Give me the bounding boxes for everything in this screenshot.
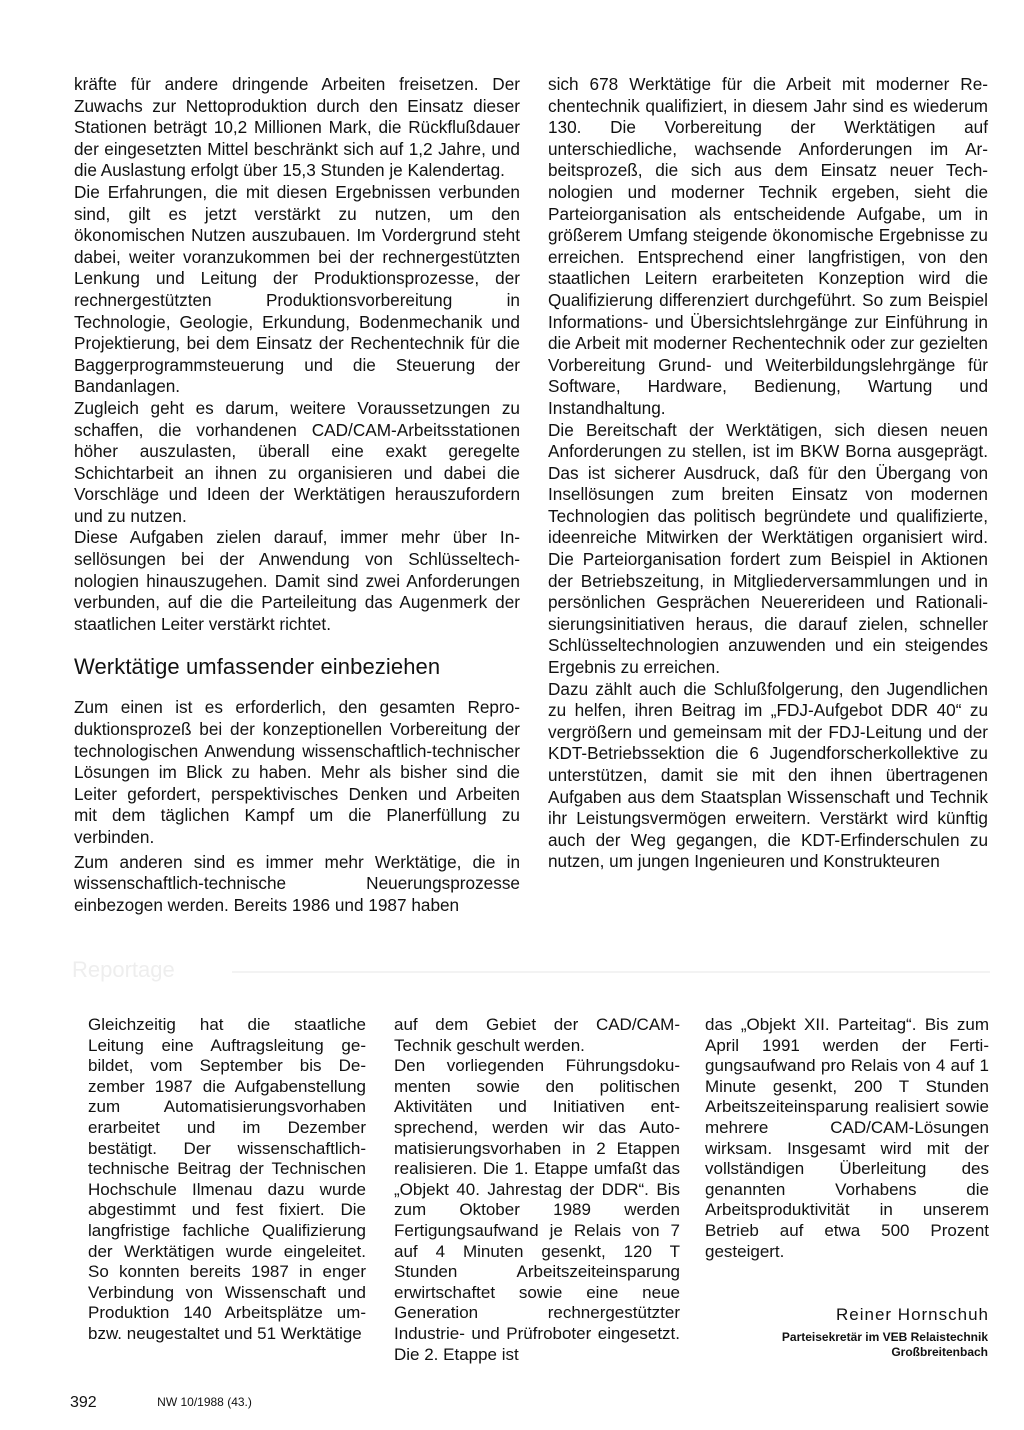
paragraph: das „Objekt XII. Parteitag“. Bis zum April 1991 werden der Fertigungsaufwand pro Relais von 4 auf 1 Minute gesenkt, 200 T Stunden Arbeitszeiteinsparung realisiert sowie mehrere CAD/CAM-Lösungen wirksam. Insgesamt wird mit der vollständigen Überleitung des genannten Vorhabens die Arbeitsproduktivität in unserem Betrieb auf etwa 500 Prozent gesteigert. bbox=[705, 1015, 989, 1261]
paragraph: Zum anderen sind es immer mehr Werktätige, die in wissenschaftlich-technische Neuerungsprozesse einbezogen werden. Bereits 1986 und 1987 haben bbox=[74, 851, 520, 915]
article-left-column bbox=[74, 74, 520, 916]
page-number: 392 bbox=[70, 1394, 97, 1411]
article-right-column bbox=[548, 74, 988, 873]
paragraph: Die Bereitschaft der Werktätigen, sich diesen neuen Anforderungen zu stellen, ist im BKW Borna ausgeprägt. Das ist sicherer Ausdruck, daß für den Übergang von Insellösungen zum breiten Einsatz von modernen Technologien das politisch begründete und qualifizierte, ideenreiche Mitwirken der Werktätigen organisiert wird. Die Parteiorganisation fordert zum Beispiel in Aktionen der Betriebszeitung, in Mitgliederversammlungen und in persönlichen Gesprächen Neuererideen und Rationalisierungsinitiativen heraus, die darauf zielen, schneller Schlüsseltechnologien anzuwenden und ein steigendes Ergebnis zu erreichen. bbox=[548, 419, 988, 678]
bottom-column-3 bbox=[705, 1015, 989, 1262]
paragraph: auf dem Gebiet der CAD/CAM-Technik geschult werden. bbox=[394, 1015, 680, 1055]
bottom-column-2 bbox=[394, 1015, 680, 1365]
paragraph: Gleichzeitig hat die staatliche Leitung eine Auftragsleitung gebildet, vom September bis Dezember 1987 die Aufgabenstellung zum Automatisierungsvorhaben erarbeitet und im Dezember bestätigt. Der wissenschaftlich-technische Beitrag der Technischen Hochschule Ilmenau dazu wurde abgestimmt und fest fixiert. Die langfristige fachliche Qualifizierung der Werktätigen wurde eingeleitet. So konnten bereits 1987 in enger Verbindung von Wissenschaft und Produktion 140 Arbeitsplätze um- bzw. neugestaltet und 51 Werktätige bbox=[88, 1015, 366, 1343]
paragraph: Dazu zählt auch die Schlußfolgerung, den Jugendlichen zu helfen, ihren Beitrag im „FDJ-Aufgebot DDR 40“ zu vergrößern und gemeinsam mit der FDJ-Leitung und der KDT-Betriebssektion die 6 Jugendforscherkollektive zu unterstützen, damit sie mit den ihnen übertragenen Aufgaben aus dem Staatsplan Wissenschaft und Technik ihr Leistungsvermögen erweitern. Verstärkt wird künftig auch der Weg gegangen, die KDT-Erfinderschulen zu nutzen, um jungen Ingenieuren und Konstrukteuren bbox=[548, 678, 988, 872]
paragraph: Diese Aufgaben zielen darauf, immer mehr über Insellösungen bei der Anwendung von Schlüsseltechnologien hinauszugehen. Damit sind zwei Anforderungen verbunden, auf die die Parteileitung das Augenmerk der staatlichen Leiter verstärkt richtet. bbox=[74, 527, 520, 634]
page-footer bbox=[70, 1394, 252, 1412]
paragraph: Zum einen ist es erforderlich, den gesamten Reproduktionsprozeß bei der konzeptionellen Vorbereitung der technologischen Anwendung wissenschaftlich-technischer Lösungen im Blick zu haben. Mehr als bisher sind die Leiter gefordert, perspektivisches Denken und Arbeiten mit dem täglichen Kampf um die Planerfüllung zu verbinden. bbox=[74, 697, 520, 847]
affiliation-line: Parteisekretär im VEB Relaistechnik bbox=[781, 1330, 988, 1344]
section-divider-band bbox=[72, 957, 990, 983]
faded-section-label: Reportage bbox=[72, 957, 175, 982]
affiliation-line: Großbreitenbach bbox=[891, 1345, 988, 1359]
paragraph: sich 678 Werktätige für die Arbeit mit moderner Rechentechnik qualifiziert, in diesem Jahr sind es wiederum 130. Die Vorbereitung der Werktätigen auf unterschiedliche, wachsende Anforderungen im Arbeitsprozeß, die sich aus dem Einsatz neuer Technologien und moderner Technik ergeben, sieht die Parteiorganisation als entscheidende Aufgabe, um in größerem Umfang steigende ökonomische Ergebnisse zu erreichen. Entsprechend einer langfristigen, von den staatlichen Leitern erarbeiteten Konzeption wird die Qualifizierung differenziert durchgeführt. So zum Beispiel Informations- und Übersichtslehrgänge zur Einführung in die Arbeit mit moderner Rechentechnik oder zur gezielten Vorbereitung Grund- und Weiterbildungslehrgänge für Software, Hardware, Bedienung, Wartung und Instandhaltung. bbox=[548, 74, 988, 418]
paragraph: Den vorliegenden Führungsdokumenten sowie den politischen Aktivitäten und Initiativen entsprechend, werden wir das Automatisierungsvorhaben in 2 Etappen realisieren. Die 1. Etappe umfaßt das „Objekt 40. Jahrestag der DDR“. Bis zum Oktober 1989 werden Fertigungsaufwand je Relais von 7 auf 4 Minuten gesenkt, 120 T Stunden Arbeitszeiteinsparung erwirtschaftet sowie eine neue Generation rechnergestützter Industrie- und Prüfroboter eingesetzt. Die 2. Etappe ist bbox=[394, 1056, 680, 1364]
issue-reference: NW 10/1988 (43.) bbox=[157, 1395, 252, 1409]
bottom-column-1 bbox=[88, 1015, 366, 1345]
author-name: Reiner Hornschuh bbox=[835, 1305, 989, 1324]
paragraph: kräfte für andere dringende Arbeiten freisetzen. Der Zuwachs zur Nettoproduktion durch den Einsatz dieser Stationen beträgt 10,2 Millionen Mark, die Rückflußdauer der eingesetzten Mittel beschränkt sich auf 1,2 Jahre, und die Auslastung erfolgt über 15,3 Stunden je Kalendertag. bbox=[74, 74, 520, 181]
paragraph: Zugleich geht es darum, weitere Voraussetzungen zu schaffen, die vorhandenen CAD/CAM-Arbeitsstationen höher auszulasten, überall eine exakt geregelte Schichtarbeit an ihnen zu organisieren und dabei die Vorschläge und Ideen der Werktätigen herauszufordern und zu nutzen. bbox=[74, 397, 520, 526]
section-heading: Werktätige umfassender einbeziehen bbox=[74, 654, 441, 680]
divider-rule bbox=[232, 971, 990, 973]
author-affiliation bbox=[782, 1330, 988, 1360]
paragraph: Die Erfahrungen, die mit diesen Ergebnissen verbunden sind, gilt es jetzt verstärkt zu nutzen, um den ökonomischen Nutzen auszubauen. Im Vordergrund steht dabei, weiter voranzukommen bei der rechnergestützten Lenkung und Leitung der Produktionsprozesse, der rechnergestützten Produktionsvorbereitung in Technologie, Geologie, Erkundung, Bodenmechanik und Projektierung, bei dem Einsatz der Rechentechnik für die Baggerprogrammsteuerung und die Steuerung der Bandanlagen. bbox=[74, 181, 520, 397]
